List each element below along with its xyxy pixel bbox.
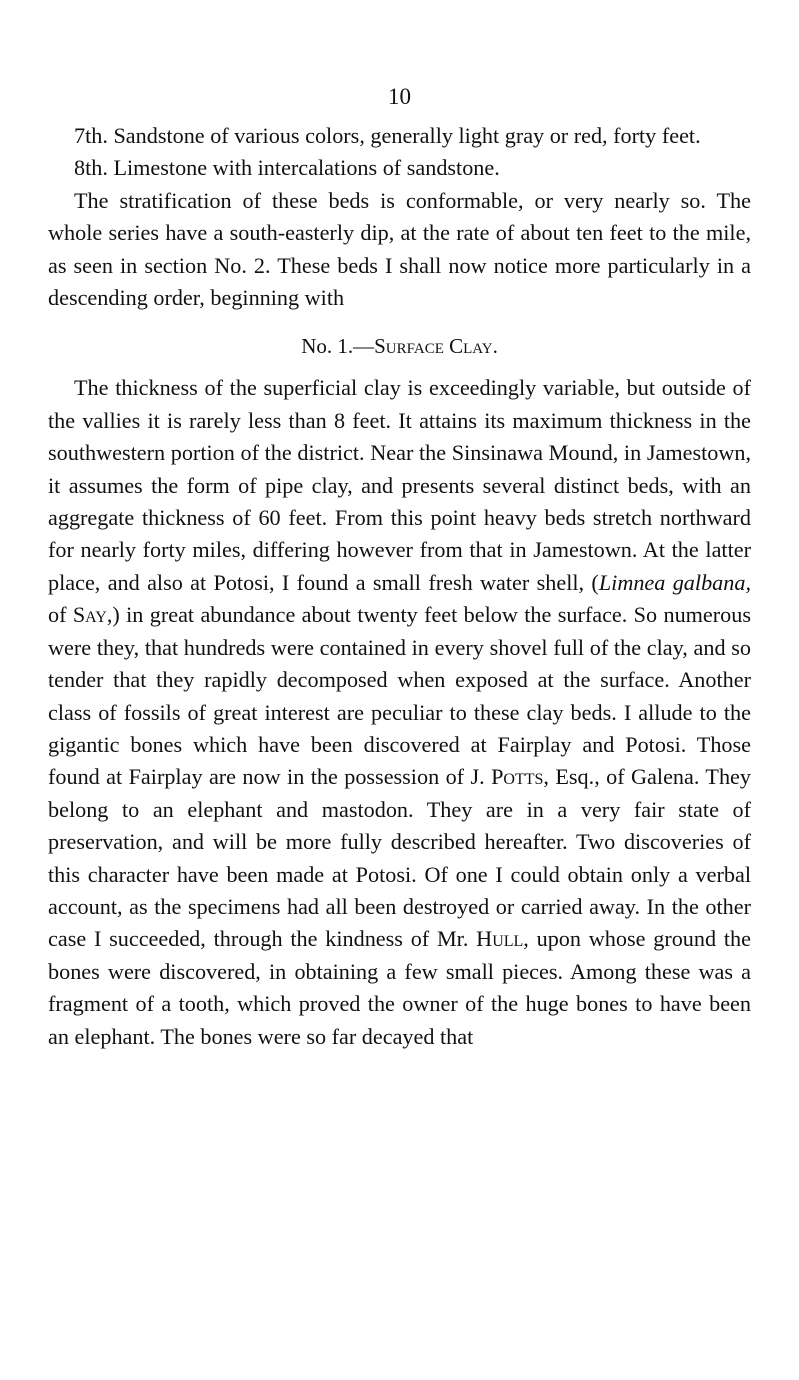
list-item-eighth: 8th. Limestone with intercalations of sandstone. (74, 155, 500, 181)
name-potts: Potts (491, 764, 544, 790)
main-paragraph (48, 372, 751, 1053)
main-paragraph-part1: The thickness of the superficial clay is exceedingly variable, but outside of the vallies it is rarely less than 8 feet. It attains its maximum thickness in the southwestern portion of the district. Near the Sinsinawa Mound, in Jamestown, it assumes the form of pipe clay, and presents several distinct beds, with an aggregate thickness of 60 feet. From this point heavy beds stretch northward for nearly forty miles, differing however from that in Jamestown. At the latter place, and also at Potosi, I found a small fresh water shell, ( (48, 375, 751, 595)
main-paragraph-part3: ) in great abundance about twenty feet below the surface. So numerous were they, that hundreds were contained in every shovel full of the clay, and so tender that they rapidly decomposed when exposed at the surface. Another class of fossils of great interest are peculiar to these clay beds. I allude to the gigantic bones which have been discovered at Fairplay and Potosi. Those found at Fairplay are now in the possession of J. (48, 602, 751, 790)
name-hull: Hull (476, 926, 524, 952)
main-paragraph-part4: , Esq., of Galena. They belong to an elephant and mastodon. They are in a very fair state of preservation, and will be more fully described hereafter. Two discoveries of this character have been made at Potosi. Of one I could obtain only a verbal account, as the specimens had all been destroyed or carried away. In the other case I succeeded, through the kindness of Mr. (48, 764, 752, 952)
document-page (48, 82, 751, 1053)
intro-paragraph: The stratification of these beds is conformable, or very nearly so. The whole series have a south-easterly dip, at the rate of about ten feet to the mile, as seen in section No. 2. These beds I shall now notice more particularly in a descending order, beginning with (48, 187, 751, 311)
section-heading-title: Surface Clay. (374, 334, 498, 359)
main-paragraph-part2: of (48, 602, 73, 628)
main-paragraph-part5: , upon whose ground the bones were discovered, in obtaining a few small pieces. Among these was a fragment of a tooth, which proved the owner of the huge bones to have been an elephant. The bones were so far decayed that (48, 926, 751, 1049)
list-item-seventh: 7th. Sandstone of various colors, generally light gray or red, forty feet. (74, 123, 701, 148)
species-name: Limnea galbana, (598, 569, 751, 595)
author-say: Say, (72, 602, 113, 628)
page-number: 10 (388, 84, 411, 109)
section-heading (48, 330, 751, 362)
section-heading-prefix: No. 1.— (301, 334, 375, 359)
